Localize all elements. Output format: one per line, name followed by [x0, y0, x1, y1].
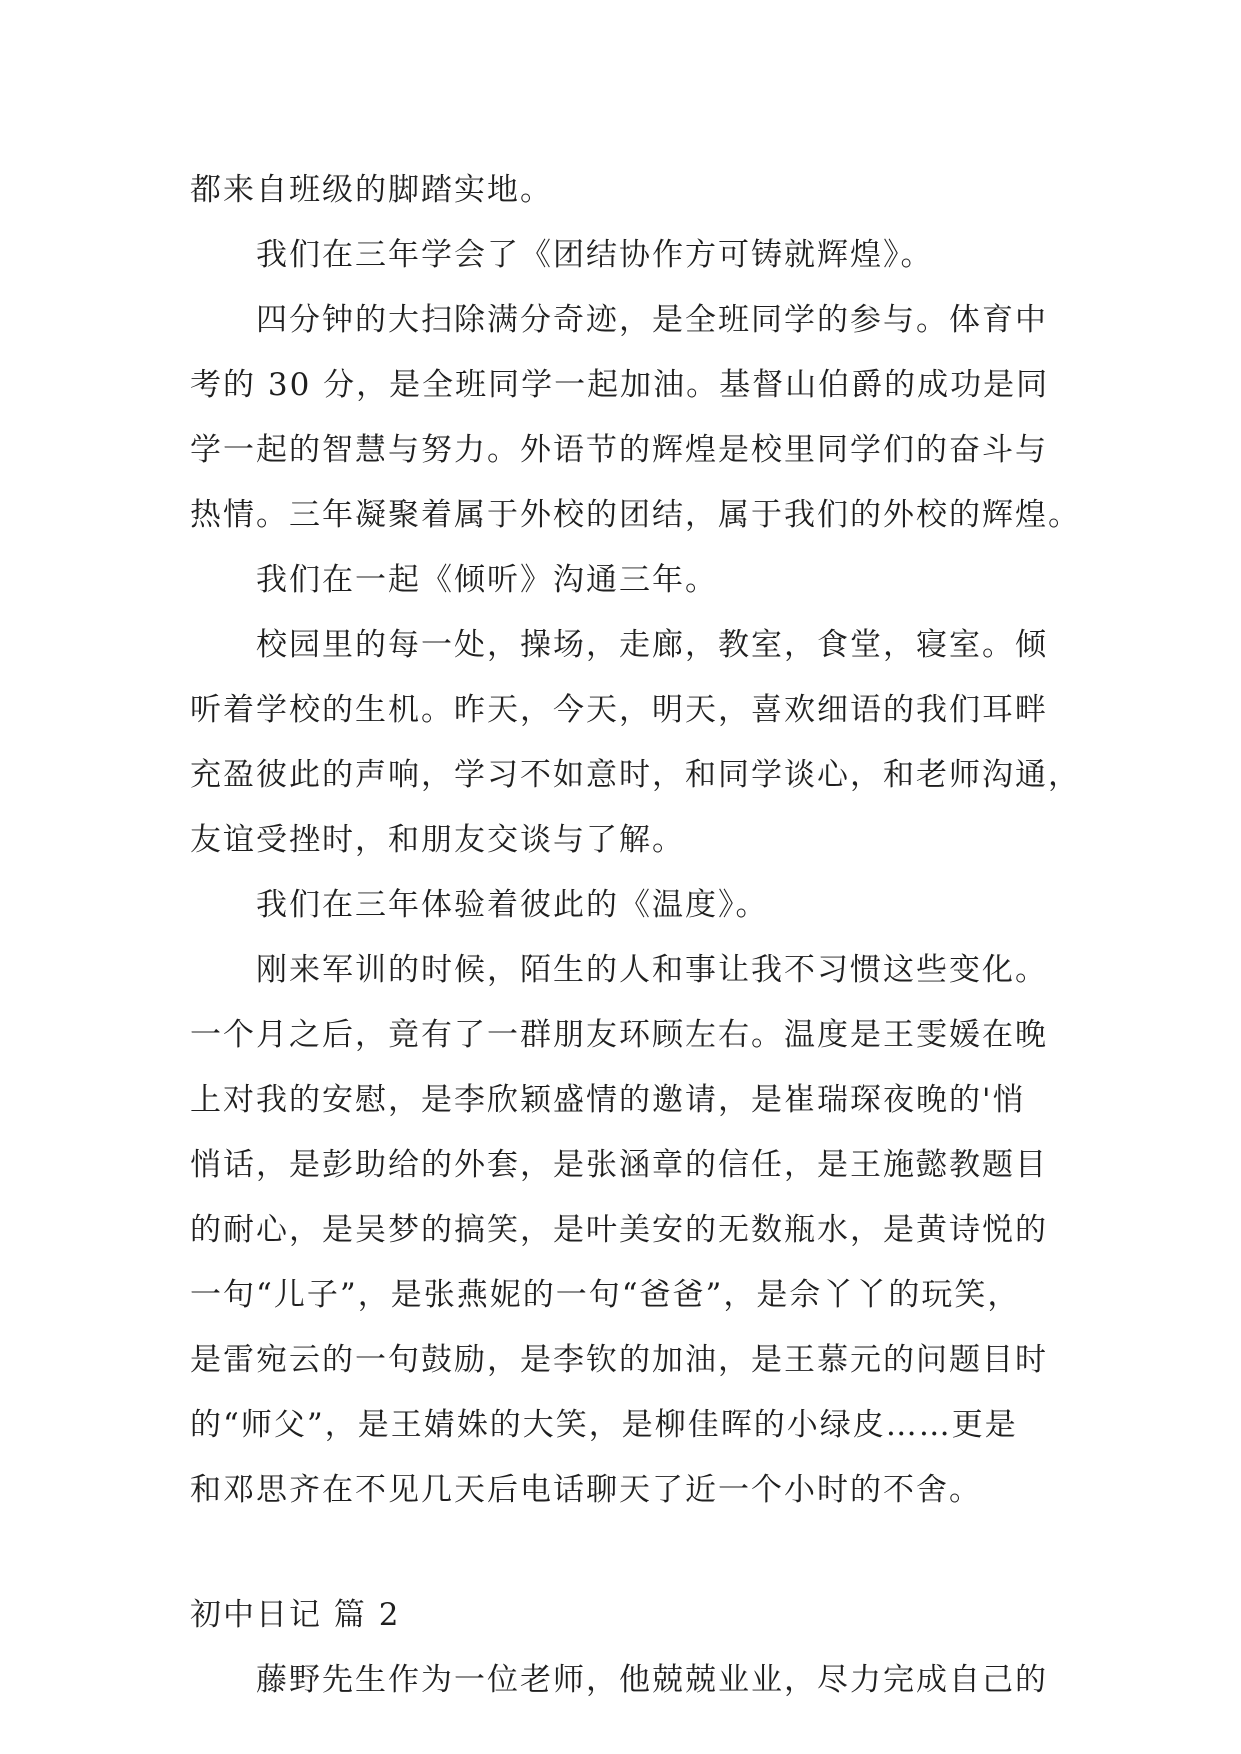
text-line: 藤野先生作为一位老师，他兢兢业业，尽力完成自己的	[256, 1662, 1048, 1698]
text-line: 校园里的每一处，操场，走廊，教室，食堂，寝室。倾	[256, 627, 1048, 663]
text-line: 是雷宛云的一句鼓励，是李钦的加油，是王慕元的问题目时	[190, 1342, 1048, 1378]
text-line: 一句“儿子”，是张燕妮的一句“爸爸”，是佘丫丫的玩笑，	[190, 1277, 1021, 1313]
text-line: 四分钟的大扫除满分奇迹，是全班同学的参与。体育中	[256, 302, 1048, 338]
text-line: 刚来军训的时候，陌生的人和事让我不习惯这些变化。	[256, 952, 1048, 988]
text-line: 悄话，是彭助给的外套，是张涵章的信任，是王施懿教题目	[190, 1147, 1048, 1183]
section-heading: 初中日记 篇 2	[190, 1597, 401, 1633]
text-line: 的耐心，是吴梦的搞笑，是叶美安的无数瓶水，是黄诗悦的	[190, 1212, 1048, 1248]
text-line: 充盈彼此的声响，学习不如意时，和同学谈心，和老师沟通，	[190, 757, 1081, 793]
text-line: 上对我的安慰，是李欣颖盛情的邀请，是崔瑞琛夜晚的'悄	[190, 1082, 1026, 1118]
text-line: 和邓思齐在不见几天后电话聊天了近一个小时的不舍。	[190, 1472, 982, 1508]
text-line: 考的 30 分，是全班同学一起加油。基督山伯爵的成功是同	[190, 367, 1050, 403]
text-line: 我们在三年体验着彼此的《温度》。	[256, 887, 769, 923]
document-body	[190, 158, 1081, 1713]
text-line: 友谊受挫时，和朋友交谈与了解。	[190, 822, 685, 858]
text-line: 一个月之后，竟有了一群朋友环顾左右。温度是王雯媛在晚	[190, 1017, 1048, 1053]
text-line: 的“师父”，是王婧姝的大笑，是柳佳晖的小绿皮……更是	[190, 1407, 1018, 1443]
text-line: 热情。三年凝聚着属于外校的团结，属于我们的外校的辉煌。	[190, 497, 1081, 533]
section-gap	[190, 1523, 1070, 1583]
text-line: 我们在三年学会了《团结协作方可铸就辉煌》。	[256, 237, 934, 273]
text-line: 学一起的智慧与努力。外语节的辉煌是校里同学们的奋斗与	[190, 432, 1048, 468]
text-line: 都来自班级的脚踏实地。	[190, 172, 553, 208]
text-line: 听着学校的生机。昨天，今天，明天，喜欢细语的我们耳畔	[190, 692, 1048, 728]
text-line: 我们在一起《倾听》沟通三年。	[256, 562, 718, 598]
